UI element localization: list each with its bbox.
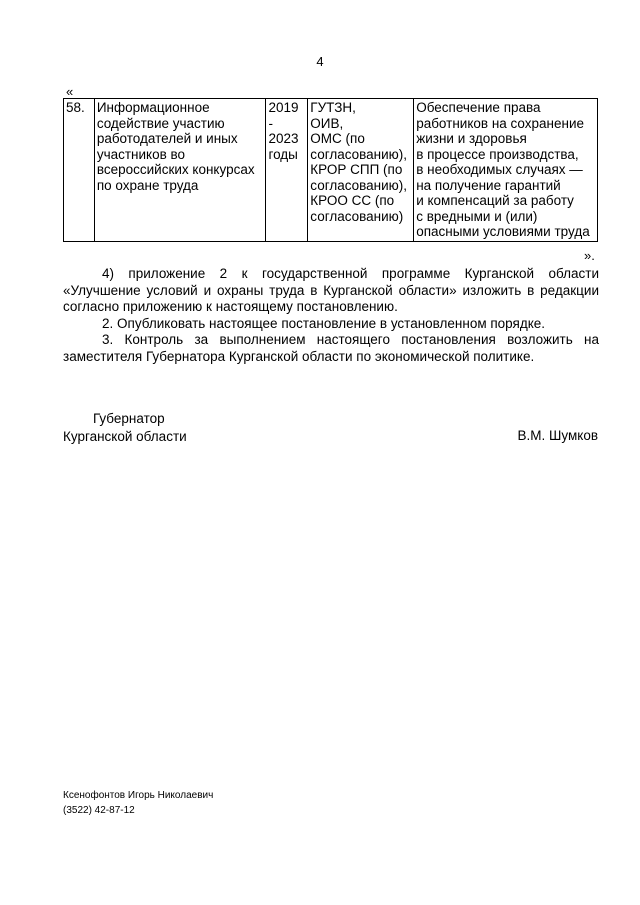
measure-term: 2019 - 2023 годы [266,99,308,242]
row-number: 58. [64,99,95,242]
signatory-name: В.М. Шумков [517,428,598,443]
author-footer [63,788,213,818]
opening-quote: « [66,84,74,99]
closing-quote: ». [584,248,595,263]
paragraph-control: 3. Контроль за выполнением настоящего постановления возложить на заместителя Губернатора Курганской области по экономической политике. [63,332,599,364]
measure-name: Информационное содействие участию работодателей и иных участников во всероссийских конкурсах по охране труда [94,99,266,242]
measures-table [63,98,598,242]
signatory-title-line2: Курганской области [63,429,187,444]
page-number: 4 [316,54,324,69]
signatory-title-line1: Губернатор [93,411,165,426]
resolution-body [63,266,599,365]
measure-result: Обеспечение права работников на сохранение жизни и здоровья в процессе производства, в необходимых случаях — на получение гарантий и компенсаций за работу с вредными и (или) опасными условиями труда [414,99,598,242]
measure-executors: ГУТЗН, ОИВ, ОМС (по согласованию), КРОР СПП (по согласованию), КРОО СС (по согласованию) [308,99,414,242]
paragraph-appendix: 4) приложение 2 к государственной программе Курганской области «Улучшение условий и охраны труда в Курганской области» изложить в редакции согласно приложению к настоящему постановлению. [63,266,599,314]
signatory-title [63,410,187,446]
paragraph-publish: 2. Опубликовать настоящее постановление в установленном порядке. [102,315,546,331]
table-row [64,99,598,242]
author-name: Ксенофонтов Игорь Николаевич [63,790,214,801]
author-phone: (3522) 42-87-12 [63,805,135,816]
